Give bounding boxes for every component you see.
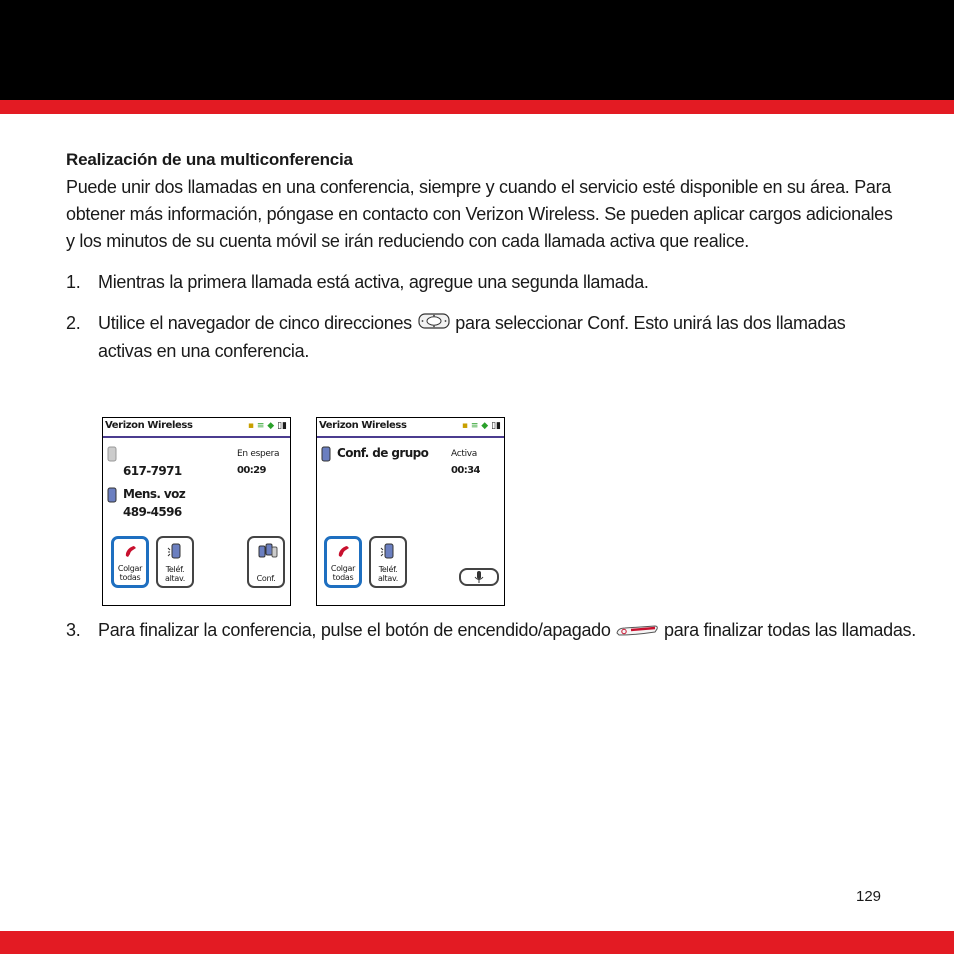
- step-text: Mientras la primera llamada está activa, agregue una segunda llamada.: [98, 272, 649, 292]
- mute-button[interactable]: [459, 568, 499, 586]
- step-number: 3.: [66, 620, 81, 640]
- page-number: 129: [856, 888, 882, 905]
- microphone-icon: [474, 570, 484, 584]
- conference-button[interactable]: Conf.: [247, 536, 285, 588]
- call2-name: Mens. voz: [123, 487, 186, 501]
- red-phone-icon: [123, 544, 139, 560]
- five-way-navigator-icon: [417, 311, 451, 338]
- intro-paragraph: Puede unir dos llamadas en una conferencia, siempre y cuando el servicio esté disponible en su área. Para obtener más información, póngase en contacto con Verizon Wireless. Se pueden aplicar cargos adicionales y los minutos de su cuenta móvil se irán reduciendo con cada llamada activa que realice.: [66, 177, 893, 251]
- step-text-before: Para finalizar la conferencia, pulse el botón de encendido/apagado: [98, 620, 611, 640]
- speaker-phone-icon: [380, 543, 396, 559]
- call1-status: En espera: [237, 449, 280, 459]
- carrier-label: Verizon Wireless: [319, 420, 407, 431]
- hangup-all-button[interactable]: Colgar todas: [111, 536, 149, 588]
- speaker-phone-icon: [167, 543, 183, 559]
- status-bar: [317, 418, 504, 438]
- status-bar: [103, 418, 290, 438]
- step-1: [66, 269, 896, 296]
- step-text-before: Utilice el navegador de cinco direcciones: [98, 313, 412, 333]
- step-text-after: para seleccionar Conf. Esto unirá las dos llamadas activas en una conferencia.: [98, 313, 846, 361]
- section-heading: Realización de una multiconferencia: [66, 150, 353, 169]
- speakerphone-button[interactable]: Teléf. altav.: [156, 536, 194, 588]
- step-3: [66, 617, 928, 645]
- conference-phones-icon: [258, 543, 278, 559]
- main-content: [66, 150, 896, 365]
- step-number: 1.: [66, 272, 81, 292]
- phone-active-icon: [321, 446, 331, 462]
- phone-screen-hold: [102, 417, 291, 606]
- call1-time: 00:29: [237, 465, 266, 476]
- step-2: [66, 310, 896, 365]
- phone-screen-conference: [316, 417, 505, 606]
- call1-number: 617-7971: [123, 464, 182, 478]
- step-number: 2.: [66, 313, 81, 333]
- header-black-band: [0, 0, 954, 100]
- phone-active-icon: [107, 487, 117, 503]
- conf-name: Conf. de grupo: [337, 446, 429, 460]
- conf-time: 00:34: [451, 465, 480, 476]
- carrier-label: Verizon Wireless: [105, 420, 193, 431]
- step-text-after: para finalizar todas las llamadas.: [664, 620, 916, 640]
- power-end-button-icon: [615, 618, 659, 645]
- conf-status: Activa: [451, 449, 478, 459]
- status-icons: ▪ ≡ ◆ ▯▮: [461, 421, 501, 431]
- hangup-all-button[interactable]: Colgar todas: [324, 536, 362, 588]
- call2-number: 489-4596: [123, 505, 182, 519]
- footer-red-band: [0, 931, 954, 954]
- speakerphone-button[interactable]: Teléf. altav.: [369, 536, 407, 588]
- status-icons: ▪ ≡ ◆ ▯▮: [247, 421, 287, 431]
- header-red-stripe: [0, 100, 954, 114]
- red-phone-icon: [336, 544, 352, 560]
- phone-hold-icon: [107, 446, 117, 462]
